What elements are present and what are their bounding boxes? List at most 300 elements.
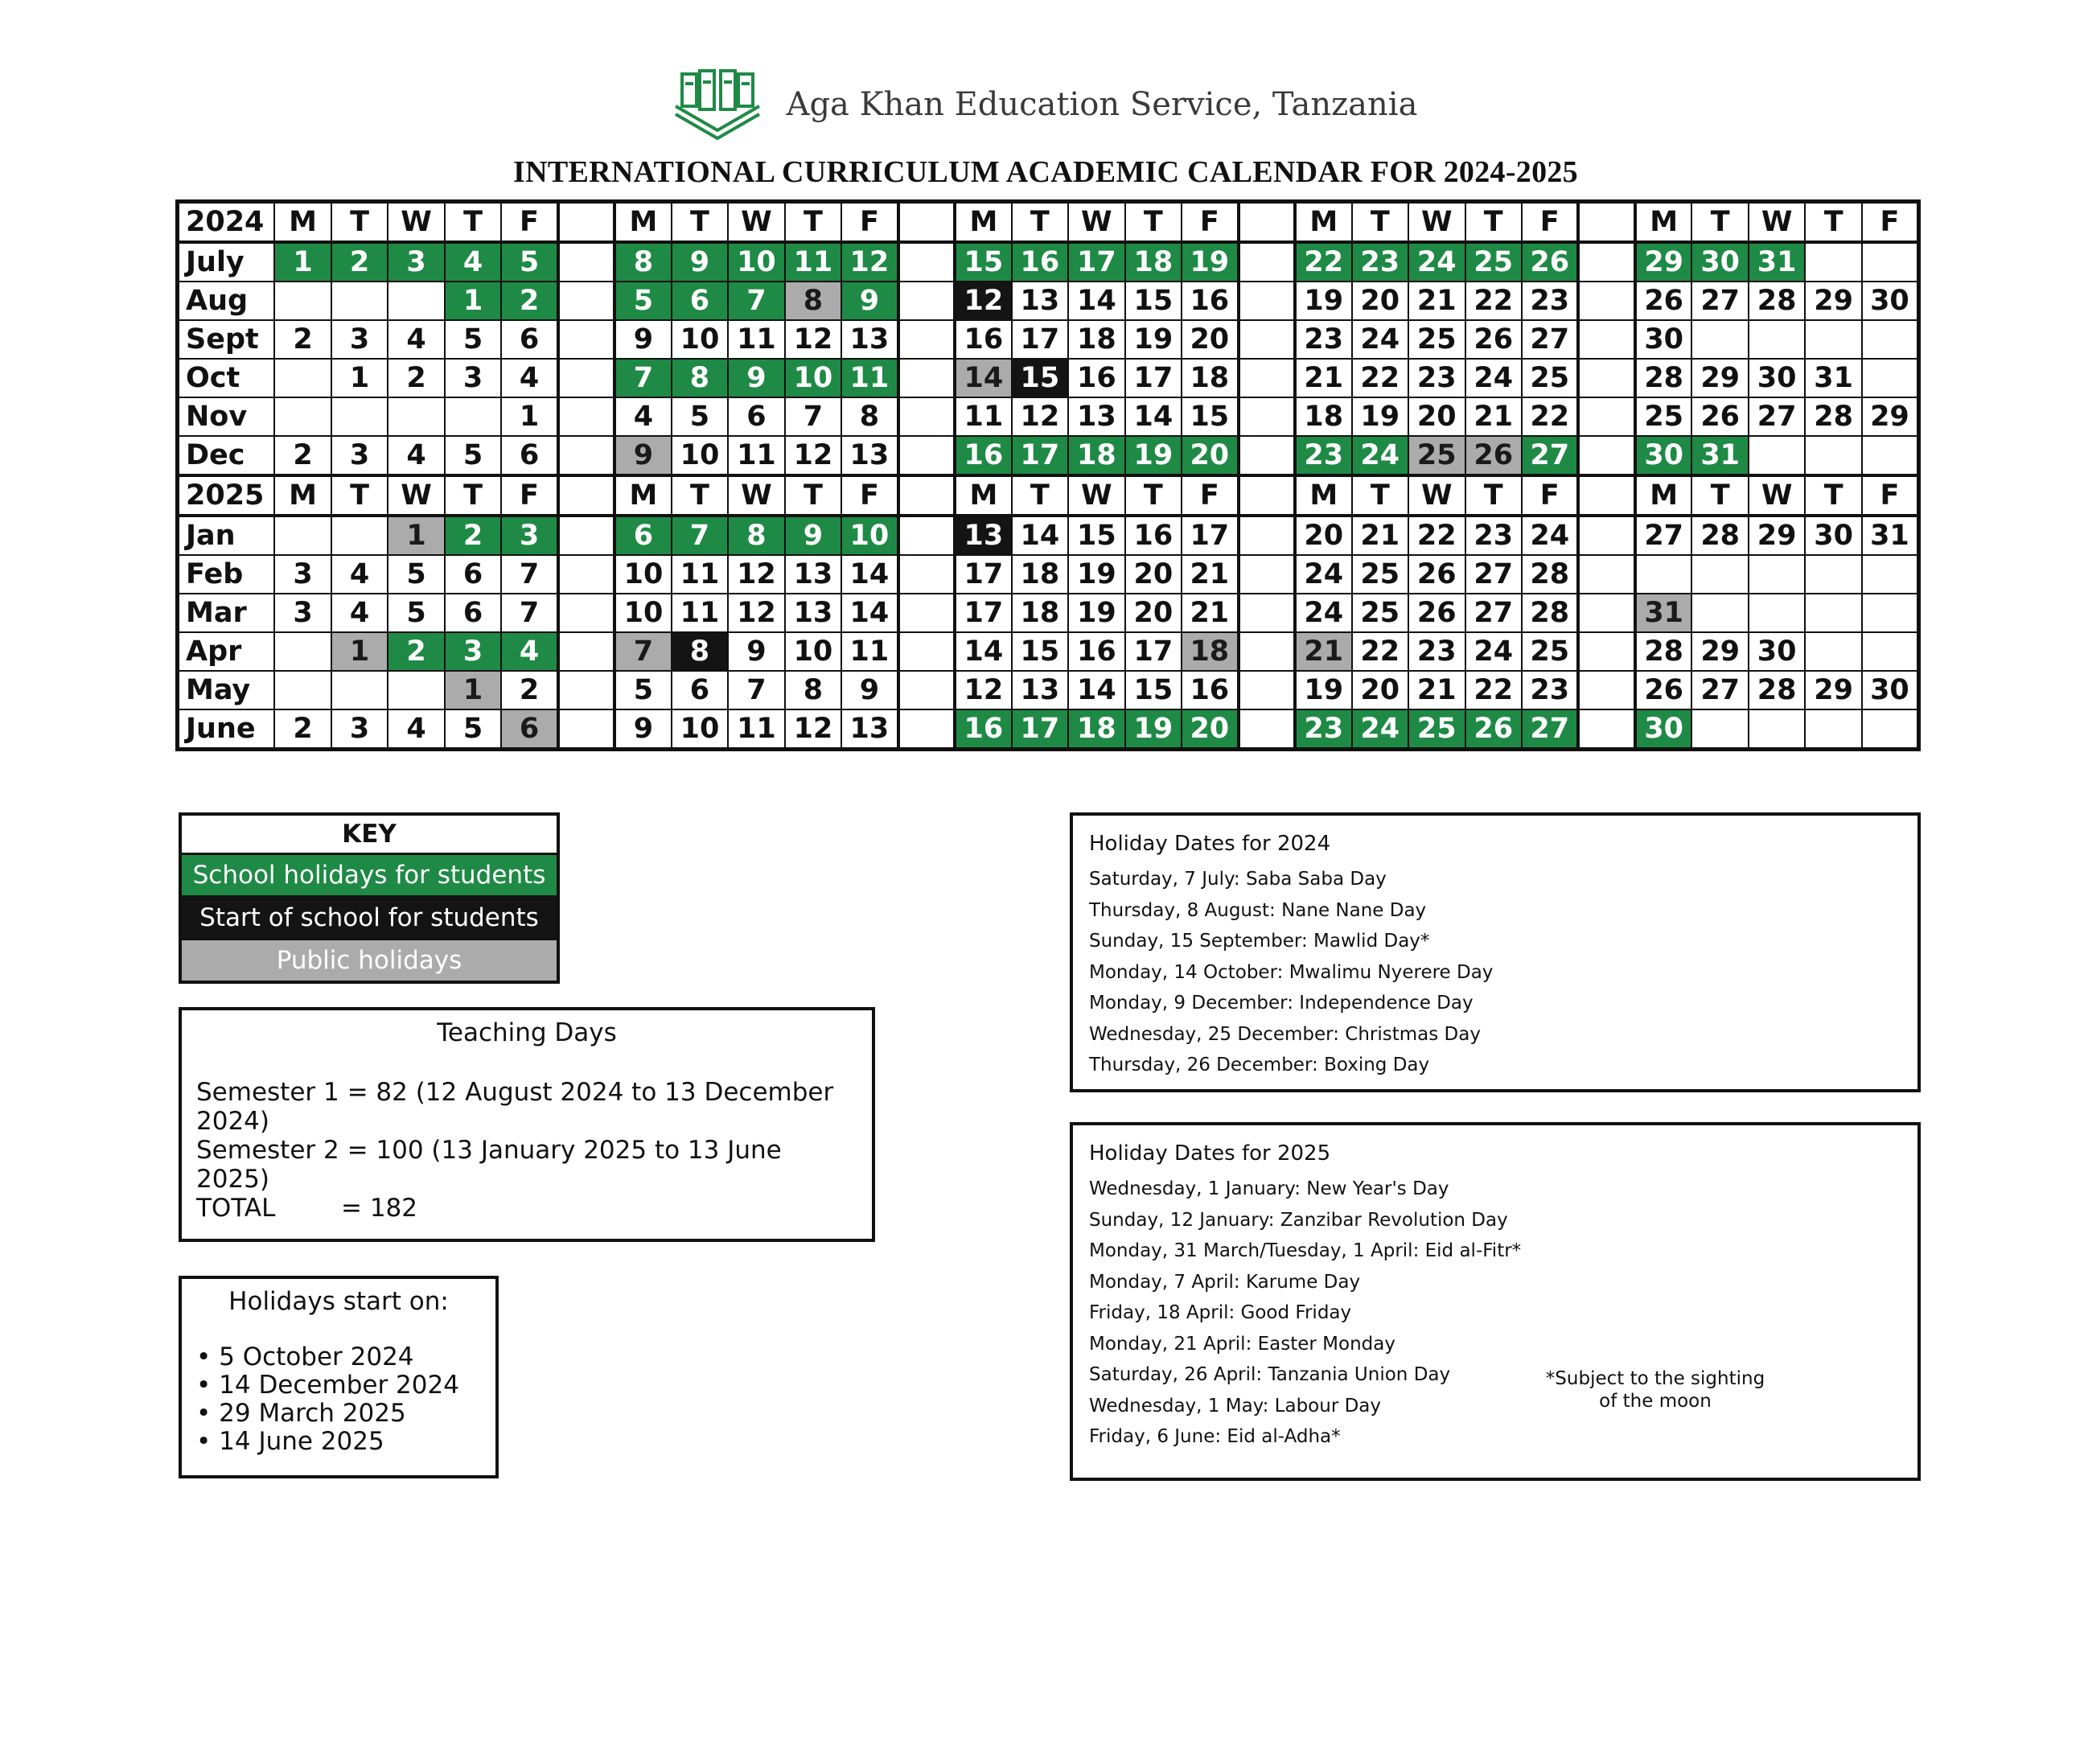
calendar-month-row — [178, 594, 1919, 632]
weekday-header-cell: T — [1352, 202, 1408, 243]
day-cell: 27 — [1465, 555, 1522, 594]
weekend-gap-cell — [558, 202, 614, 243]
holiday-date-item: Wednesday, 1 May: Labour Day — [1089, 1395, 1382, 1417]
day-cell: 19 — [1068, 594, 1124, 632]
day-cell: 1 — [331, 632, 388, 671]
day-cell: 31 — [1749, 242, 1805, 282]
day-cell: 28 — [1635, 359, 1691, 397]
day-cell: 10 — [672, 320, 728, 359]
weekday-header-cell: W — [728, 202, 784, 243]
day-cell: 13 — [1012, 282, 1068, 320]
day-cell: 19 — [1182, 242, 1238, 282]
weekend-gap-cell — [558, 709, 614, 750]
calendar-month-row — [178, 436, 1919, 475]
day-cell: 20 — [1182, 709, 1238, 750]
day-cell: 20 — [1295, 516, 1351, 555]
day-cell: 6 — [672, 282, 728, 320]
day-cell — [1749, 436, 1805, 475]
day-cell — [388, 282, 444, 320]
day-cell: 8 — [785, 282, 841, 320]
academic-calendar-table — [175, 199, 1921, 751]
day-cell: 29 — [1862, 397, 1919, 436]
weekend-gap-cell — [898, 709, 955, 750]
day-cell — [331, 397, 388, 436]
day-cell: 22 — [1295, 242, 1351, 282]
weekend-gap-cell — [1239, 475, 1295, 516]
day-cell: 21 — [1182, 594, 1238, 632]
aga-khan-logo-icon — [671, 66, 764, 143]
month-label: Aug — [178, 282, 275, 320]
weekend-gap-cell — [898, 282, 955, 320]
month-label: Dec — [178, 436, 275, 475]
day-cell — [274, 671, 331, 709]
weekday-header-cell: T — [785, 475, 841, 516]
day-cell: 10 — [785, 632, 841, 671]
day-cell: 15 — [1125, 671, 1182, 709]
weekend-gap-cell — [1239, 242, 1295, 282]
total-line — [196, 1194, 857, 1223]
weekend-gap-cell — [558, 320, 614, 359]
holiday-date-item: Friday, 6 June: Eid al-Adha* — [1089, 1426, 1341, 1447]
day-cell: 4 — [445, 242, 501, 282]
weekend-gap-cell — [1578, 242, 1634, 282]
day-cell — [1691, 555, 1748, 594]
day-cell: 4 — [331, 555, 388, 594]
weekday-header-cell: T — [1805, 475, 1861, 516]
day-cell: 7 — [785, 397, 841, 436]
day-cell: 7 — [672, 516, 728, 555]
day-cell: 27 — [1522, 709, 1578, 750]
day-cell: 17 — [1068, 242, 1124, 282]
month-label: Mar — [178, 594, 275, 632]
day-cell: 30 — [1635, 709, 1691, 750]
day-cell: 18 — [1182, 632, 1238, 671]
weekday-header-cell: F — [841, 475, 898, 516]
holiday-date-item: Sunday, 15 September: Mawlid Day* — [1089, 931, 1430, 952]
day-cell — [1749, 709, 1805, 750]
weekend-gap-cell — [898, 671, 955, 709]
day-cell: 3 — [445, 632, 501, 671]
weekday-header-cell: T — [1465, 202, 1522, 243]
month-label: Apr — [178, 632, 275, 671]
day-cell: 21 — [1352, 516, 1408, 555]
weekend-gap-cell — [898, 397, 955, 436]
day-cell — [274, 282, 331, 320]
day-cell — [1862, 594, 1919, 632]
day-cell: 3 — [274, 555, 331, 594]
month-label: Oct — [178, 359, 275, 397]
day-cell: 8 — [728, 516, 784, 555]
weekend-gap-cell — [558, 475, 614, 516]
day-cell: 9 — [841, 671, 898, 709]
weekend-gap-cell — [898, 320, 955, 359]
day-cell: 24 — [1352, 709, 1408, 750]
weekend-gap-cell — [1578, 555, 1634, 594]
weekend-gap-cell — [1239, 671, 1295, 709]
day-cell: 21 — [1408, 282, 1465, 320]
day-cell: 12 — [785, 709, 841, 750]
day-cell: 5 — [445, 320, 501, 359]
holiday-date-item: Friday, 18 April: Good Friday — [1089, 1302, 1352, 1323]
weekday-header-cell: T — [331, 202, 388, 243]
calendar-header-row — [178, 475, 1919, 516]
weekday-header-cell: T — [672, 475, 728, 516]
day-cell: 2 — [274, 436, 331, 475]
weekday-header-cell: M — [1635, 475, 1691, 516]
day-cell: 10 — [841, 516, 898, 555]
weekday-header-cell: T — [445, 202, 501, 243]
day-cell: 23 — [1408, 632, 1465, 671]
day-cell: 3 — [331, 436, 388, 475]
weekday-header-cell: W — [1408, 475, 1465, 516]
day-cell: 11 — [841, 632, 898, 671]
day-cell: 23 — [1465, 516, 1522, 555]
key-public-holidays: Public holidays — [182, 938, 557, 981]
day-cell — [1749, 320, 1805, 359]
day-cell: 23 — [1295, 320, 1351, 359]
day-cell: 7 — [501, 555, 557, 594]
day-cell: 19 — [1125, 709, 1182, 750]
month-label: Nov — [178, 397, 275, 436]
day-cell: 25 — [1465, 242, 1522, 282]
weekend-gap-cell — [1239, 709, 1295, 750]
month-label: Sept — [178, 320, 275, 359]
day-cell: 5 — [614, 282, 671, 320]
day-cell — [331, 671, 388, 709]
day-cell: 1 — [331, 359, 388, 397]
day-cell: 3 — [445, 359, 501, 397]
day-cell: 30 — [1635, 436, 1691, 475]
day-cell: 23 — [1408, 359, 1465, 397]
day-cell — [1691, 709, 1748, 750]
day-cell — [1805, 594, 1861, 632]
day-cell: 22 — [1352, 632, 1408, 671]
day-cell: 3 — [331, 709, 388, 750]
day-cell: 17 — [1012, 320, 1068, 359]
day-cell: 4 — [388, 436, 444, 475]
day-cell: 19 — [1295, 282, 1351, 320]
day-cell: 29 — [1691, 632, 1748, 671]
holiday-date-item: Sunday, 12 January: Zanzibar Revolution Day — [1089, 1209, 1508, 1231]
day-cell: 17 — [1125, 359, 1182, 397]
day-cell: 8 — [672, 632, 728, 671]
day-cell: 21 — [1408, 671, 1465, 709]
weekday-header-cell: W — [388, 475, 444, 516]
day-cell — [1749, 594, 1805, 632]
day-cell: 15 — [1125, 282, 1182, 320]
day-cell: 19 — [1125, 320, 1182, 359]
day-cell: 10 — [614, 555, 671, 594]
day-cell: 10 — [672, 436, 728, 475]
calendar-header-row — [178, 202, 1919, 243]
day-cell: 25 — [1522, 359, 1578, 397]
calendar-month-row — [178, 555, 1919, 594]
day-cell: 26 — [1635, 282, 1691, 320]
day-cell: 28 — [1635, 632, 1691, 671]
day-cell: 16 — [955, 320, 1011, 359]
day-cell: 30 — [1862, 671, 1919, 709]
semester-2-line: Semester 2 = 100 (13 January 2025 to 13 June 2025) — [196, 1136, 782, 1194]
day-cell: 17 — [1012, 436, 1068, 475]
moon-sighting-footnote: *Subject to the sighting of the moon — [1545, 1368, 1765, 1412]
day-cell: 13 — [1012, 671, 1068, 709]
holiday-date-item: Monday, 14 October: Mwalimu Nyerere Day — [1089, 961, 1494, 983]
weekend-gap-cell — [558, 397, 614, 436]
day-cell: 26 — [1465, 709, 1522, 750]
day-cell: 16 — [955, 436, 1011, 475]
day-cell: 12 — [728, 594, 784, 632]
weekday-header-cell: T — [785, 202, 841, 243]
weekend-gap-cell — [1239, 202, 1295, 243]
day-cell: 16 — [1068, 359, 1124, 397]
day-cell: 1 — [445, 282, 501, 320]
weekend-gap-cell — [558, 282, 614, 320]
holiday-date-item: Monday, 9 December: Independence Day — [1089, 993, 1474, 1014]
day-cell: 6 — [445, 555, 501, 594]
weekend-gap-cell — [1239, 436, 1295, 475]
weekday-header-cell: W — [388, 202, 444, 243]
day-cell: 30 — [1749, 632, 1805, 671]
day-cell: 15 — [1012, 359, 1068, 397]
day-cell: 30 — [1635, 320, 1691, 359]
day-cell: 17 — [1012, 709, 1068, 750]
day-cell: 16 — [1125, 516, 1182, 555]
day-cell: 31 — [1805, 359, 1861, 397]
weekday-header-cell: T — [1691, 475, 1748, 516]
day-cell: 11 — [955, 397, 1011, 436]
day-cell — [1862, 632, 1919, 671]
day-cell: 9 — [672, 242, 728, 282]
day-cell: 16 — [1182, 282, 1238, 320]
day-cell: 18 — [1068, 709, 1124, 750]
day-cell: 7 — [614, 632, 671, 671]
day-cell: 8 — [672, 359, 728, 397]
weekend-gap-cell — [558, 594, 614, 632]
day-cell — [274, 516, 331, 555]
calendar-month-row — [178, 242, 1919, 282]
weekend-gap-cell — [1239, 359, 1295, 397]
weekday-header-cell: T — [1691, 202, 1748, 243]
day-cell — [1862, 555, 1919, 594]
day-cell: 12 — [955, 671, 1011, 709]
day-cell — [331, 516, 388, 555]
day-cell: 1 — [445, 671, 501, 709]
day-cell: 29 — [1805, 671, 1861, 709]
day-cell: 15 — [1012, 632, 1068, 671]
day-cell: 9 — [614, 320, 671, 359]
weekend-gap-cell — [1239, 594, 1295, 632]
day-cell: 2 — [501, 282, 557, 320]
day-cell: 30 — [1805, 516, 1861, 555]
day-cell: 24 — [1522, 516, 1578, 555]
day-cell: 30 — [1749, 359, 1805, 397]
weekday-header-cell: F — [1862, 475, 1919, 516]
calendar-month-row — [178, 709, 1919, 750]
day-cell: 4 — [388, 320, 444, 359]
day-cell: 26 — [1635, 671, 1691, 709]
holiday-start-item: • 14 December 2024 — [196, 1371, 459, 1400]
day-cell: 12 — [785, 320, 841, 359]
day-cell: 6 — [501, 320, 557, 359]
weekday-header-cell: M — [274, 202, 331, 243]
day-cell: 18 — [1068, 436, 1124, 475]
calendar-month-row — [178, 671, 1919, 709]
month-label: July — [178, 242, 275, 282]
holiday-date-item: Saturday, 26 April: Tanzania Union Day — [1089, 1364, 1451, 1385]
calendar-month-row — [178, 359, 1919, 397]
day-cell: 5 — [388, 594, 444, 632]
day-cell: 28 — [1749, 282, 1805, 320]
day-cell: 24 — [1295, 594, 1351, 632]
year-label: 2025 — [178, 475, 275, 516]
day-cell — [331, 282, 388, 320]
day-cell: 4 — [388, 709, 444, 750]
day-cell: 14 — [1068, 671, 1124, 709]
day-cell: 9 — [785, 516, 841, 555]
day-cell — [1805, 320, 1861, 359]
weekday-header-cell: T — [672, 202, 728, 243]
day-cell: 15 — [1068, 516, 1124, 555]
weekend-gap-cell — [898, 594, 955, 632]
holiday-date-item: Monday, 31 March/Tuesday, 1 April: Eid al-Fitr* — [1089, 1240, 1522, 1261]
calendar-month-row — [178, 397, 1919, 436]
weekend-gap-cell — [558, 632, 614, 671]
day-cell — [1749, 555, 1805, 594]
day-cell: 29 — [1749, 516, 1805, 555]
day-cell: 6 — [672, 671, 728, 709]
day-cell: 11 — [672, 555, 728, 594]
day-cell: 8 — [785, 671, 841, 709]
day-cell: 20 — [1182, 436, 1238, 475]
day-cell: 12 — [955, 282, 1011, 320]
holiday-dates-2025-title: Holiday Dates for 2025 — [1089, 1141, 1331, 1166]
day-cell: 12 — [841, 242, 898, 282]
day-cell: 14 — [955, 359, 1011, 397]
weekday-header-cell: F — [841, 202, 898, 243]
day-cell: 4 — [331, 594, 388, 632]
weekend-gap-cell — [898, 475, 955, 516]
day-cell: 27 — [1635, 516, 1691, 555]
weekday-header-cell: M — [1635, 202, 1691, 243]
month-label: May — [178, 671, 275, 709]
weekday-header-cell: F — [501, 202, 557, 243]
day-cell: 23 — [1352, 242, 1408, 282]
day-cell: 15 — [955, 242, 1011, 282]
teaching-days-box — [179, 1007, 875, 1242]
weekend-gap-cell — [1239, 397, 1295, 436]
day-cell — [445, 397, 501, 436]
day-cell: 11 — [728, 436, 784, 475]
weekend-gap-cell — [558, 242, 614, 282]
day-cell: 14 — [1012, 516, 1068, 555]
holidays-start-box — [179, 1276, 499, 1478]
day-cell: 27 — [1522, 436, 1578, 475]
day-cell: 30 — [1862, 282, 1919, 320]
day-cell: 25 — [1408, 709, 1465, 750]
day-cell: 26 — [1465, 320, 1522, 359]
day-cell: 2 — [445, 516, 501, 555]
month-label: Jan — [178, 516, 275, 555]
weekend-gap-cell — [1578, 594, 1634, 632]
weekday-header-cell: F — [1862, 202, 1919, 243]
day-cell: 12 — [1012, 397, 1068, 436]
day-cell: 4 — [614, 397, 671, 436]
day-cell: 18 — [1295, 397, 1351, 436]
day-cell: 5 — [445, 709, 501, 750]
day-cell — [1805, 436, 1861, 475]
holiday-date-item: Wednesday, 1 January: New Year's Day — [1089, 1178, 1449, 1199]
weekend-gap-cell — [1578, 282, 1634, 320]
day-cell: 18 — [1182, 359, 1238, 397]
day-cell: 31 — [1635, 594, 1691, 632]
day-cell: 10 — [785, 359, 841, 397]
weekday-header-cell: W — [1068, 202, 1124, 243]
day-cell: 24 — [1295, 555, 1351, 594]
day-cell: 29 — [1805, 282, 1861, 320]
weekday-header-cell: W — [1749, 475, 1805, 516]
weekend-gap-cell — [898, 242, 955, 282]
weekday-header-cell: T — [1352, 475, 1408, 516]
day-cell: 23 — [1295, 709, 1351, 750]
day-cell: 24 — [1352, 320, 1408, 359]
day-cell: 20 — [1125, 594, 1182, 632]
day-cell: 1 — [274, 242, 331, 282]
day-cell: 19 — [1352, 397, 1408, 436]
day-cell: 2 — [388, 632, 444, 671]
day-cell: 23 — [1522, 282, 1578, 320]
total-value: = 182 — [341, 1194, 417, 1223]
day-cell: 11 — [841, 359, 898, 397]
weekday-header-cell: T — [1125, 202, 1182, 243]
day-cell: 30 — [1691, 242, 1748, 282]
day-cell: 14 — [1125, 397, 1182, 436]
day-cell: 14 — [841, 555, 898, 594]
weekend-gap-cell — [1239, 516, 1295, 555]
day-cell: 17 — [955, 594, 1011, 632]
day-cell: 27 — [1522, 320, 1578, 359]
day-cell: 3 — [331, 320, 388, 359]
weekday-header-cell: T — [1012, 202, 1068, 243]
weekend-gap-cell — [1578, 671, 1634, 709]
day-cell: 3 — [274, 594, 331, 632]
day-cell: 6 — [614, 516, 671, 555]
day-cell: 6 — [728, 397, 784, 436]
year-label: 2024 — [178, 202, 275, 243]
holiday-date-item: Thursday, 8 August: Nane Nane Day — [1089, 899, 1427, 921]
day-cell: 14 — [955, 632, 1011, 671]
weekday-header-cell: M — [955, 202, 1011, 243]
weekday-header-cell: T — [1465, 475, 1522, 516]
day-cell: 21 — [1182, 555, 1238, 594]
holiday-dates-2024-title: Holiday Dates for 2024 — [1089, 832, 1331, 856]
holiday-date-item: Monday, 7 April: Karume Day — [1089, 1271, 1361, 1293]
day-cell: 25 — [1635, 397, 1691, 436]
day-cell — [1862, 320, 1919, 359]
day-cell: 9 — [841, 282, 898, 320]
day-cell: 29 — [1691, 359, 1748, 397]
key-start-of-school: Start of school for students — [182, 895, 557, 938]
day-cell: 18 — [1068, 320, 1124, 359]
day-cell: 6 — [501, 436, 557, 475]
teaching-days-title: Teaching Days — [437, 1018, 617, 1047]
day-cell: 21 — [1465, 397, 1522, 436]
day-cell — [1862, 436, 1919, 475]
day-cell: 12 — [785, 436, 841, 475]
day-cell: 24 — [1352, 436, 1408, 475]
day-cell: 10 — [614, 594, 671, 632]
semester-1-line: Semester 1 = 82 (12 August 2024 to 13 December 2024) — [196, 1078, 834, 1136]
calendar-month-row — [178, 282, 1919, 320]
